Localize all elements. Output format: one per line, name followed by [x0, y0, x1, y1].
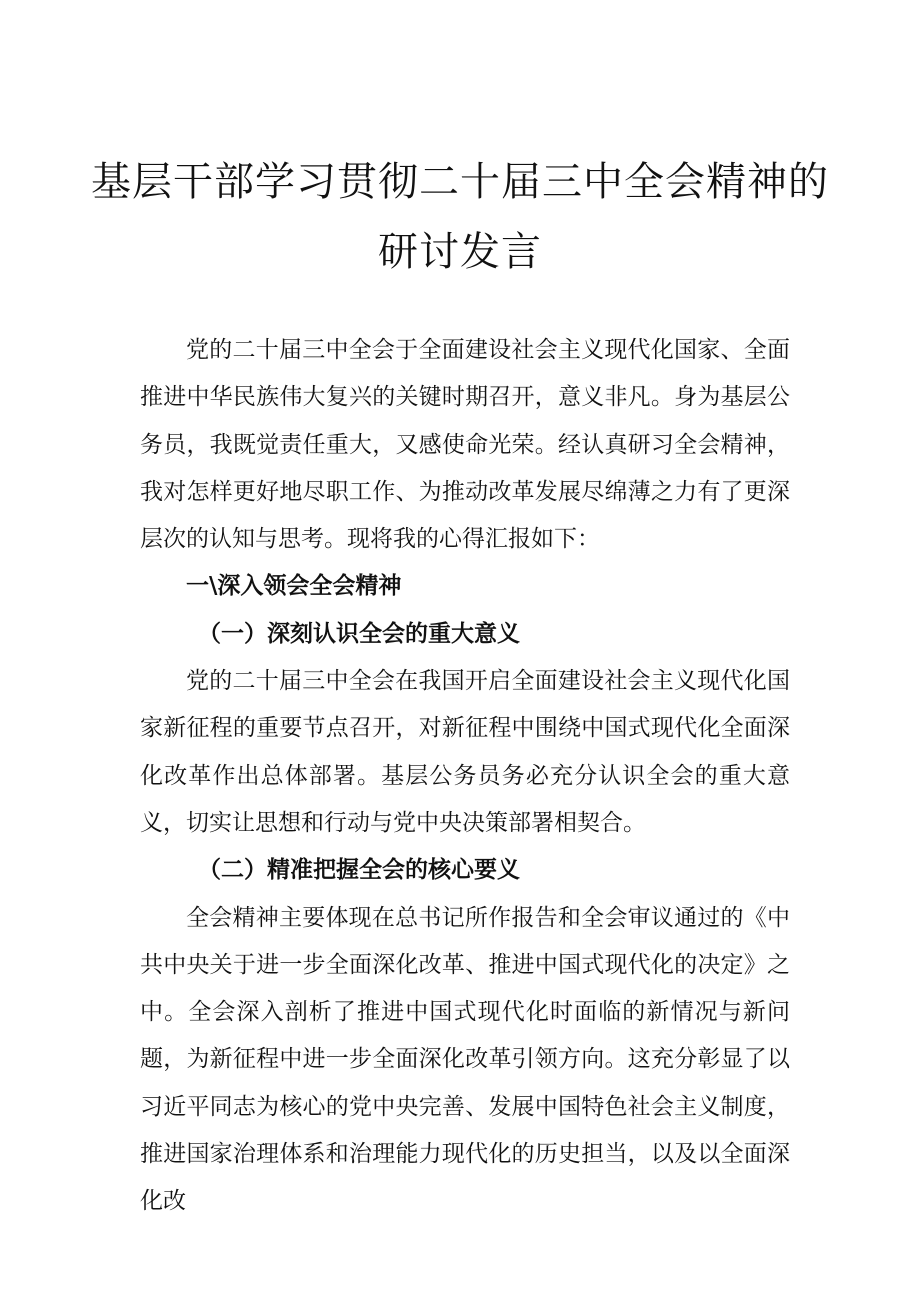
section-heading-1: 一\深入领会全会精神 [186, 573, 402, 600]
subsection-2-paragraph: 全会精神主要体现在总书记所作报告和全会审议通过的《中共中央关于进一步全面深化改革、推进中国式现代化的决定》之中。全会深入剖析了推进中国式现代化时面临的新情况与新问题，为新征程中进一步全面深化改革引领方向。这充分彰显了以习近平同志为核心的党中央完善、发展中国特色社会主义制度，推进国家治理体系和治理能力现代化的历史担当，以及以全面深化改 [140, 904, 790, 1215]
subsection-1-paragraph: 党的二十届三中全会在我国开启全面建设社会主义现代化国家新征程的重要节点召开，对新征程中围绕中国式现代化全面深化改革作出总体部署。基层公务员务必充分认识全会的重大意义，切实让思想和行动与党中央决策部署相契合。 [140, 668, 790, 836]
intro-paragraph: 党的二十届三中全会于全面建设社会主义现代化国家、全面推进中华民族伟大复兴的关键时期召开，意义非凡。身为基层公务员，我既觉责任重大，又感使命光荣。经认真研习全会精神，我对怎样更好地尽职工作、为推动改革发展尽绵薄之力有了更深层次的认知与思考。现将我的心得汇报如下： [140, 337, 790, 553]
subsection-heading-2: （二）精准把握全会的核心要义 [198, 857, 520, 884]
document-body [140, 327, 790, 1226]
document-title-line-1: 基层干部学习贯彻二十届三中全会精神的 [91, 159, 829, 205]
document-title-line-2: 研讨发言 [378, 229, 542, 275]
subsection-heading-1: （一）深刻认识全会的重大意义 [198, 620, 520, 647]
